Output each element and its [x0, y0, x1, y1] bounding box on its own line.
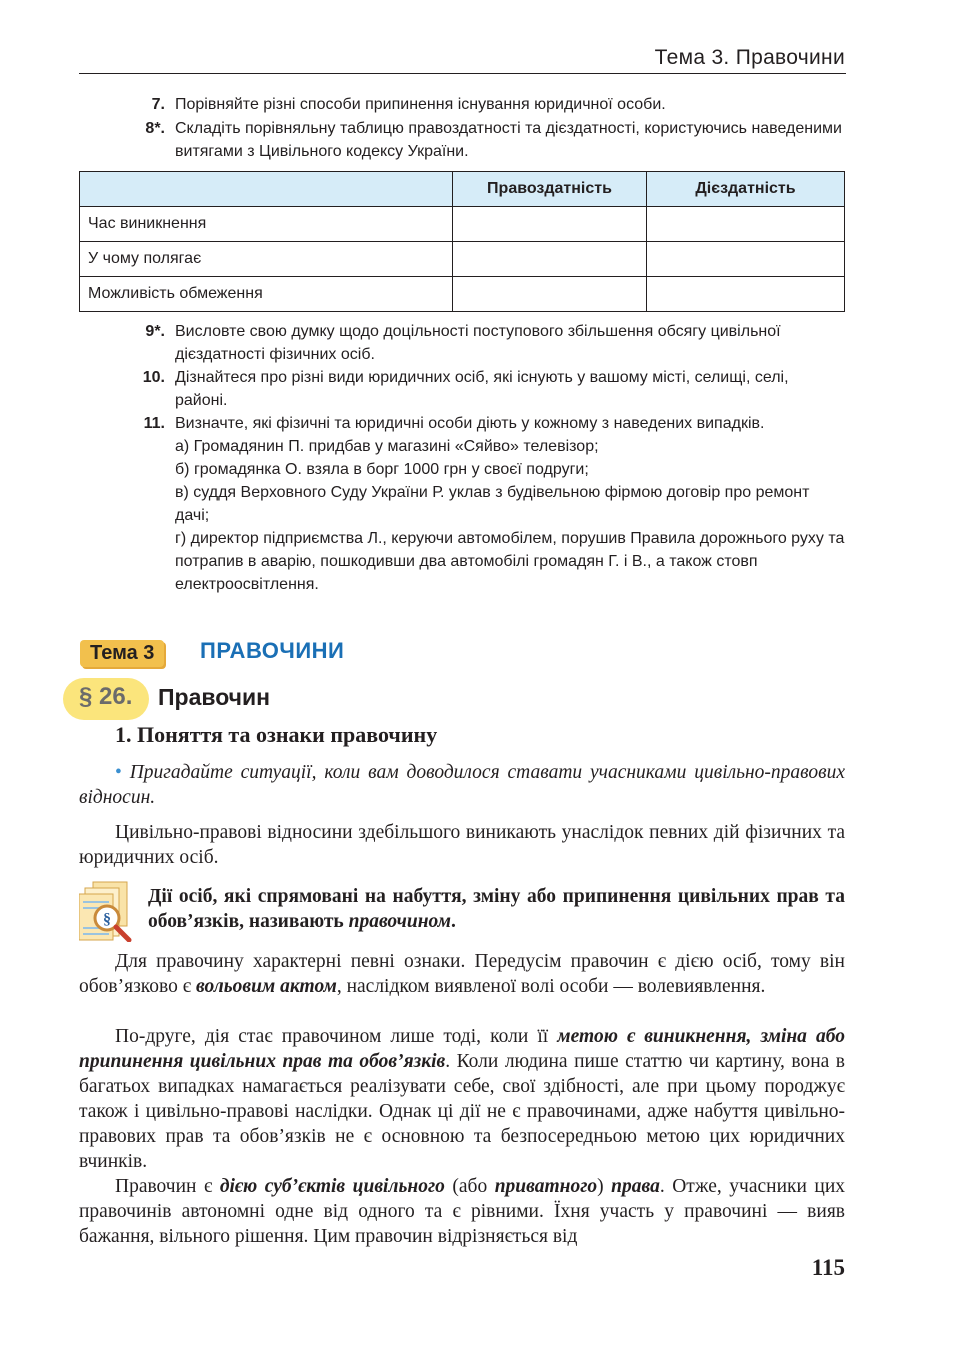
- task-text: Складіть порівняльну таблицю правоздатності та дієздатності, користуючись наведеними витягами з Цивільного кодексу України.: [175, 120, 842, 160]
- task-case: а) Громадянин П. придбав у магазині «Сяйво» телевізор;: [175, 438, 599, 455]
- table-row-label: Час виникнення: [80, 207, 453, 242]
- task-number: 11.: [143, 415, 165, 432]
- recall-text: Пригадайте ситуації, коли вам доводилося ставати учасниками цивільно-правових відносин.: [79, 762, 846, 808]
- task-case: г) директор підприємства Л., керуючи автомобілем, порушив Правила дорожнього руху та потрапив в аварію, пошкодивши два автомобілі громадян Г. і В., а також стовп електроосвітлення.: [175, 530, 845, 593]
- task-case: б) громадянка О. взяла в борг 1000 грн у своєї подруги;: [175, 461, 589, 478]
- definition-body: Дії осіб, які спрямовані на набуття, зміну або припинення цивільних прав та обов’язків, називають: [148, 886, 845, 932]
- table-row: [80, 277, 845, 312]
- definition-term: правочином: [348, 911, 451, 932]
- table-cell: [453, 207, 647, 242]
- task-text: Висловте свою думку щодо доцільності поступового збільшення обсягу цивільної дієздатності фізичних осіб.: [175, 323, 781, 363]
- task-number: 8*.: [145, 120, 165, 137]
- running-header: Тема 3. Правочини: [654, 46, 845, 69]
- theme-badge: Тема 3: [80, 640, 164, 667]
- text-run: Для правочину характерні певні ознаки. Передусім правочин є дією осіб, тому він обов’язково є: [79, 951, 845, 997]
- emphasis: вольовим актом: [195, 976, 337, 997]
- emphasis: права: [611, 1176, 660, 1197]
- text-run: ): [597, 1176, 612, 1197]
- paragraph-title: Правочин: [158, 684, 271, 710]
- table-cell: [647, 277, 845, 312]
- bullet-icon: •: [115, 762, 122, 783]
- body-paragraph: Цивільно-правові відносини здебільшого виникають унаслідок певних дій фізичних та юридичних осіб.: [79, 822, 845, 868]
- header-divider: [79, 73, 846, 74]
- body-paragraph: [79, 949, 845, 999]
- table-row-label: Можливість обмеження: [80, 277, 453, 312]
- text-run: Правочин є: [115, 1176, 220, 1197]
- table-cell: [453, 277, 647, 312]
- theme-title: ПРАВОЧИНИ: [200, 638, 345, 663]
- text-run: , наслідком виявленої волі особи — волевиявлення.: [336, 976, 766, 997]
- table-header-cell: [80, 172, 453, 207]
- task-number: 7.: [151, 96, 165, 113]
- emphasis: метою є виникнення, зміна або припинення цивільних прав та обов’язків: [79, 1026, 845, 1072]
- table-row: [80, 242, 845, 277]
- definition-icon: [79, 880, 135, 942]
- task-text: [175, 412, 845, 596]
- definition-text: [148, 884, 845, 934]
- text-run: . Коли людина пише статтю чи картину, вона в багатьох випадках намагається реалізувати себе, свої здібності, але при цьому породжує також і цивільно-правові наслідки. Однак ці дії не є правочинами, адже набуття цивільно-правових прав та обов’язків не є основною та безпосередньою метою цих юридичних вчинків.: [79, 1051, 845, 1172]
- task-number: 10.: [142, 369, 165, 386]
- task-text: Порівняйте різні способи припинення існування юридичної особи.: [175, 96, 666, 113]
- table-row: [80, 207, 845, 242]
- recall-prompt: [79, 760, 845, 810]
- svg-text:§: §: [103, 911, 111, 928]
- task-text: Дізнайтеся про різні види юридичних осіб, які існують у вашому місті, селищі, селі, районі.: [175, 369, 789, 409]
- text-run: (або: [444, 1176, 495, 1197]
- table-header-cell: Правоздатність: [453, 172, 647, 207]
- paragraph-number: § 26.: [79, 683, 133, 710]
- text-run: . Отже, учасники цих правочинів автономні одне від одного та є рівними. Їхня участь у правочині — вияв бажання, вільного рішення. Цим правочин відрізняється від: [79, 1176, 846, 1247]
- table-row-label: У чому полягає: [80, 242, 453, 277]
- task-case: в) суддя Верховного Суду України Р. уклав з будівельною фірмою договір про ремонт дачі;: [175, 484, 810, 524]
- table-cell: [647, 207, 845, 242]
- table-header-cell: Дієздатність: [647, 172, 845, 207]
- table-header-row: [80, 172, 845, 207]
- task-number: 9*.: [145, 323, 165, 340]
- section-heading: 1. Поняття та ознаки правочину: [115, 722, 438, 747]
- emphasis: дією суб’єктів цивільного: [219, 1176, 445, 1197]
- definition-end: .: [450, 911, 456, 932]
- text-run: По-друге, дія стає правочином лише тоді, коли її: [115, 1026, 558, 1047]
- comparison-table: [79, 171, 845, 312]
- table-cell: [453, 242, 647, 277]
- body-paragraph: [79, 1174, 845, 1249]
- body-paragraph: [79, 1024, 845, 1174]
- emphasis: приватного: [494, 1176, 598, 1197]
- page-number: 115: [811, 1255, 845, 1280]
- table-cell: [647, 242, 845, 277]
- task-question: Визначте, які фізичні та юридичні особи діють у кожному з наведених випадків.: [175, 415, 765, 432]
